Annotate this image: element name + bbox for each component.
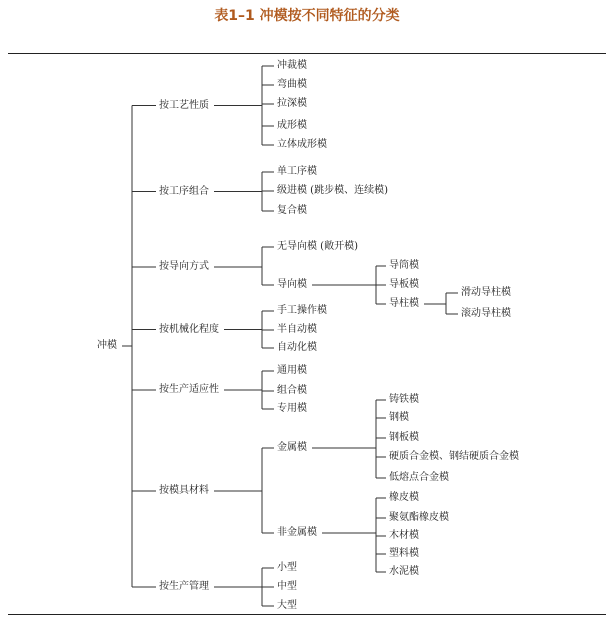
tree-node-depth-3: 导筒模 (389, 260, 419, 271)
tree-node-depth-3: 导板模 (389, 279, 419, 290)
tree-node-depth-3: 钢板模 (389, 432, 419, 443)
tree-node-depth-2: 导向模 (277, 279, 307, 290)
tree-node-depth-3: 木材模 (389, 530, 419, 541)
tree-node-depth-4: 滑动导柱模 (461, 287, 511, 298)
tree-node-depth-1: 按工艺性质 (159, 99, 209, 111)
tree-node-depth-3: 低熔点合金模 (389, 472, 449, 483)
tree-node-depth-2: 自动化模 (277, 342, 317, 353)
tree-node-depth-2: 组合模 (277, 385, 307, 396)
tree-node-depth-2: 弯曲模 (277, 79, 307, 90)
tree-node-depth-2: 中型 (277, 581, 297, 592)
tree-node-depth-2: 无导向模 (敞开模) (277, 241, 358, 252)
tree-node-depth-0: 冲模 (97, 340, 117, 351)
tree-node-depth-3: 硬质合金模、钢结硬质合金模 (389, 451, 519, 462)
tree-node-depth-3: 水泥模 (389, 566, 419, 577)
tree-node-depth-3: 导柱模 (389, 298, 419, 309)
tree-node-depth-1: 按生产管理 (159, 581, 209, 592)
tree-node-depth-1: 按导向方式 (159, 261, 209, 272)
tree-node-depth-1: 按模具材料 (159, 485, 209, 496)
tree-node-depth-3: 铸铁模 (389, 394, 419, 405)
tree-node-depth-2: 手工操作模 (277, 305, 327, 316)
tree-node-depth-2: 立体成形模 (277, 139, 327, 150)
tree-node-depth-3: 聚氨酯橡皮模 (389, 512, 449, 523)
tree-node-depth-2: 级进模 (跳步模、连续模) (277, 185, 388, 196)
tree-node-depth-2: 金属模 (277, 442, 307, 453)
tree-node-depth-2: 复合模 (277, 205, 307, 216)
tree-node-depth-1: 按生产适应性 (159, 384, 219, 395)
tree-node-depth-3: 橡皮模 (389, 492, 419, 503)
tree-node-depth-4: 滚动导柱模 (461, 308, 511, 319)
tree-node-depth-2: 通用模 (277, 365, 307, 376)
tree-node-depth-1: 按工序组合 (159, 185, 209, 197)
tree-node-depth-2: 单工序模 (277, 166, 317, 177)
tree-node-depth-3: 钢模 (389, 412, 409, 423)
tree-node-depth-2: 半自动模 (277, 324, 317, 335)
tree-node-depth-2: 大型 (277, 600, 297, 611)
tree-node-depth-2: 冲裁模 (277, 60, 307, 71)
tree-node-depth-2: 非金属模 (277, 527, 317, 538)
tree-node-depth-2: 小型 (277, 562, 297, 573)
tree-node-depth-2: 拉深模 (277, 98, 307, 109)
tree-node-depth-3: 塑料模 (389, 548, 419, 559)
tree-node-depth-2: 专用模 (277, 403, 307, 414)
tree-node-depth-2: 成形模 (277, 120, 307, 131)
tree-node-depth-1: 按机械化程度 (159, 323, 219, 335)
table-title: 表1–1 冲模按不同特征的分类 (214, 8, 400, 24)
